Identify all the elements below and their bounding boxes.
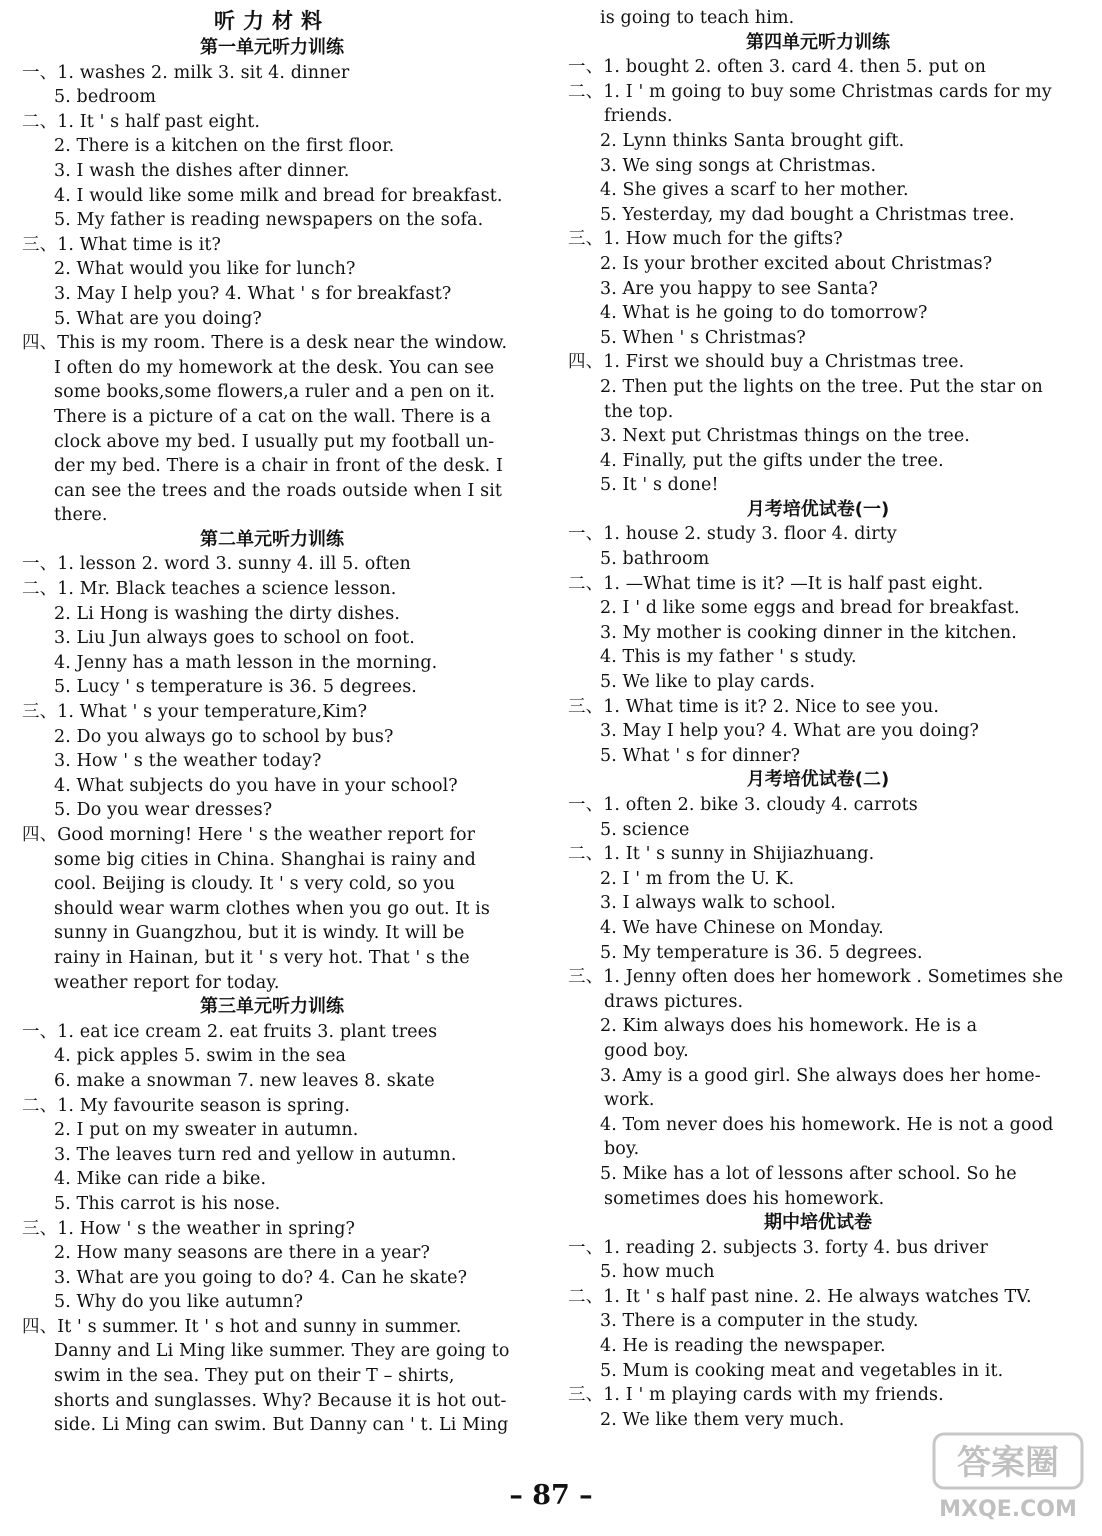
answer-line: 3. Amy is a good girl. She always does her home-	[600, 1065, 1041, 1086]
section-heading: 月考培优试卷(一)	[746, 498, 890, 520]
answer-line: 2. There is a kitchen on the first floor.	[54, 136, 395, 157]
answer-line: 5. how much	[600, 1262, 715, 1283]
passage-line	[22, 971, 522, 996]
answer-line: 5. We like to play cards.	[600, 672, 816, 693]
answer-line: 2. Kim always does his homework. He is a	[600, 1016, 978, 1037]
answer-line: 2. Do you always go to school by bus?	[54, 726, 394, 747]
answer-line: 5. Mike has a lot of lessons after school. So he	[600, 1163, 1017, 1184]
answer-line: 3. My mother is cooking dinner in the kitchen.	[600, 622, 1017, 643]
answer-line: the top.	[604, 401, 674, 422]
question-number: 三、	[568, 229, 604, 250]
answer-line: 2. Li Hong is washing the dirty dishes.	[54, 603, 401, 624]
answer-line	[22, 110, 522, 135]
answer-line	[568, 1383, 1068, 1408]
answer-line: 2. How many seasons are there in a year?	[54, 1243, 430, 1264]
answer-line: 2. I ' m from the U. K.	[600, 868, 795, 889]
page-title: 听力材料	[214, 9, 330, 33]
watermark-cn-text: 答案圈	[957, 1443, 1059, 1483]
answer-line: 3. I wash the dishes after dinner.	[54, 160, 350, 181]
answer-line: 3. May I help you? 4. What are you doing?	[600, 721, 979, 742]
answer-text: 1. What time is it?	[57, 234, 221, 255]
section-heading: 第二单元听力训练	[200, 528, 344, 550]
passage-line	[22, 848, 522, 873]
answer-text: 1. often 2. bike 3. cloudy 4. carrots	[603, 795, 918, 815]
question-number: 一、	[22, 62, 58, 83]
answer-text: 1. Jenny often does her homework . Sometimes she	[603, 967, 1064, 988]
passage-text: some books,some flowers,a ruler and a pen on it.	[54, 382, 496, 403]
answer-text: 1. My favourite season is spring.	[57, 1095, 351, 1116]
watermark-graphic	[928, 1426, 1088, 1526]
answer-line	[22, 61, 522, 86]
answer-line: 5. bedroom	[54, 87, 157, 108]
answer-line	[22, 1094, 522, 1119]
answer-line: 3. There is a computer in the study.	[600, 1311, 919, 1332]
answer-line: 3. How ' s the weather today?	[54, 751, 322, 772]
answer-text: 1. washes 2. milk 3. sit 4. dinner	[57, 62, 350, 83]
section-heading: 第四单元听力训练	[746, 31, 890, 53]
answer-line: 5. When ' s Christmas?	[600, 327, 806, 348]
answer-line: 4. She gives a scarf to her mother.	[600, 180, 909, 201]
answer-line: 4. Mike can ride a bike.	[54, 1169, 267, 1190]
passage-text: can see the trees and the roads outside when I sit	[54, 480, 503, 501]
answer-line: 4. What subjects do you have in your school?	[54, 775, 458, 796]
passage-line	[22, 405, 522, 430]
passage-text: rainy in Hainan, but it ' s very hot. That ' s the	[54, 947, 470, 968]
answer-line	[22, 552, 522, 577]
answer-line: 2. Lynn thinks Santa brought gift.	[600, 130, 905, 151]
question-number: 四、	[568, 352, 604, 373]
question-number: 四、	[22, 1316, 58, 1337]
answer-text: 1. It ' s sunny in Shijiazhuang.	[603, 844, 875, 865]
answer-line	[568, 793, 1068, 818]
passage-text: Good morning! Here ' s the weather report for	[57, 825, 476, 845]
section-heading: 第一单元听力训练	[200, 37, 344, 58]
answer-line	[568, 80, 1068, 105]
passage-line	[22, 503, 522, 528]
answer-text: 1. house 2. study 3. floor 4. dirty	[603, 524, 897, 545]
answer-text: 1. Mr. Black teaches a science lesson.	[57, 579, 397, 600]
answer-line	[568, 227, 1068, 252]
answer-text: 1. eat ice cream 2. eat fruits 3. plant trees	[57, 1021, 438, 1042]
answer-line: 5. My father is reading newspapers on the sofa.	[54, 210, 484, 231]
question-number: 三、	[568, 1385, 604, 1406]
question-number: 三、	[568, 696, 604, 717]
answer-line: draws pictures.	[604, 991, 744, 1012]
answer-line: 5. Do you wear dresses?	[54, 800, 273, 821]
answer-line: 5. It ' s done!	[600, 475, 719, 496]
section-heading: 第三单元听力训练	[200, 996, 344, 1018]
answer-line	[22, 1020, 522, 1045]
answer-line: 3. Next put Christmas things on the tree.	[600, 426, 970, 447]
passage-text: shorts and sunglasses. Why? Because it is hot out-	[54, 1390, 507, 1411]
passage-text: This is my room. There is a desk near the window.	[57, 333, 508, 354]
question-number: 二、	[568, 1286, 604, 1307]
answer-line	[22, 700, 522, 725]
answer-line: 5. What are you doing?	[54, 308, 262, 329]
answer-line	[22, 577, 522, 602]
answer-line: 5. What ' s for dinner?	[600, 745, 801, 766]
left-column	[22, 6, 522, 1438]
question-number: 一、	[568, 524, 604, 545]
answer-text: 1. I ' m playing cards with my friends.	[603, 1385, 944, 1406]
answer-line: good boy.	[604, 1040, 689, 1061]
answer-line	[568, 965, 1068, 990]
answer-line: 4. This is my father ' s study.	[600, 647, 857, 668]
answer-line: 5. This carrot is his nose.	[54, 1193, 281, 1214]
question-number: 一、	[568, 795, 604, 815]
passage-line	[22, 380, 522, 405]
question-number: 一、	[22, 554, 58, 575]
answer-line: 4. Finally, put the gifts under the tree.	[600, 450, 944, 471]
passage-text: clock above my bed. I usually put my football un-	[54, 431, 495, 452]
question-number: 二、	[568, 844, 604, 865]
answer-line: 6. make a snowman 7. new leaves 8. skate	[54, 1070, 435, 1091]
answer-line	[568, 522, 1068, 547]
answer-text: 1. How much for the gifts?	[603, 229, 843, 250]
answer-line: 2. We like them very much.	[600, 1409, 845, 1430]
question-number: 四、	[22, 333, 58, 354]
answer-line: 3. Are you happy to see Santa?	[600, 278, 878, 299]
answer-line	[22, 1217, 522, 1242]
passage-text: some big cities in China. Shanghai is rainy and	[54, 849, 476, 870]
passage-line	[22, 1364, 522, 1389]
answer-line: boy.	[604, 1139, 640, 1160]
question-number: 三、	[568, 967, 604, 988]
answer-text: 1. What ' s your temperature,Kim?	[57, 702, 368, 723]
answer-line: 4. I would like some milk and bread for breakfast.	[54, 185, 503, 206]
passage-text: There is a picture of a cat on the wall. There is a	[54, 406, 491, 427]
question-number: 三、	[22, 702, 58, 723]
question-number: 三、	[22, 1218, 58, 1239]
answer-line	[568, 1236, 1068, 1261]
answer-line: 4. pick apples 5. swim in the sea	[54, 1046, 347, 1067]
passage-line	[22, 872, 522, 897]
answer-line: 3. Liu Jun always goes to school on foot.	[54, 628, 415, 649]
answer-line	[22, 233, 522, 258]
watermark-url-text: MXQE.COM	[939, 1497, 1077, 1522]
passage-text: cool. Beijing is cloudy. It ' s very cold, so you	[54, 874, 456, 895]
passage-line	[22, 430, 522, 455]
passage-text: der my bed. There is a chair in front of the desk. I	[54, 456, 504, 477]
answer-line: 4. He is reading the newspaper.	[600, 1336, 886, 1357]
passage-text: sunny in Guangzhou, but it is windy. It will be	[54, 923, 465, 944]
answer-line: 4. What is he going to do tomorrow?	[600, 303, 928, 324]
passage-line	[22, 1339, 522, 1364]
answer-line	[568, 350, 1068, 375]
passage-text: side. Li Ming can swim. But Danny can ' t. Li Ming	[54, 1415, 509, 1436]
answer-line: is going to teach him.	[600, 8, 795, 28]
question-number: 二、	[568, 81, 604, 102]
passage-line	[22, 1315, 522, 1340]
passage-line	[22, 921, 522, 946]
passage-line	[22, 356, 522, 381]
passage-text: weather report for today.	[54, 972, 280, 993]
watermark-logo	[928, 1426, 1088, 1526]
answer-line: 2. I put on my sweater in autumn.	[54, 1120, 359, 1141]
question-number: 二、	[22, 111, 58, 132]
answer-line: 5. Lucy ' s temperature is 36. 5 degrees.	[54, 677, 417, 698]
passage-text: It ' s summer. It ' s hot and sunny in summer.	[57, 1316, 462, 1337]
passage-line	[22, 946, 522, 971]
passage-line	[22, 479, 522, 504]
answer-line: 2. What would you like for lunch?	[54, 259, 356, 280]
answer-line	[568, 1285, 1068, 1310]
answer-line: 5. science	[600, 819, 690, 840]
answer-line: 5. Mum is cooking meat and vegetables in it.	[600, 1360, 1004, 1381]
answer-line	[568, 695, 1068, 720]
question-number: 二、	[568, 573, 604, 594]
answer-line: 5. Yesterday, my dad bought a Christmas tree.	[600, 204, 1015, 225]
answer-text: 1. First we should buy a Christmas tree.	[603, 352, 965, 373]
answer-line	[568, 55, 1068, 80]
answer-line: 3. What are you going to do? 4. Can he skate?	[54, 1267, 468, 1288]
passage-line	[22, 454, 522, 479]
answer-text: 1. What time is it? 2. Nice to see you.	[603, 696, 940, 717]
answer-line	[568, 842, 1068, 867]
question-number: 四、	[22, 825, 58, 845]
answer-text: 1. It ' s half past nine. 2. He always watches TV.	[603, 1286, 1032, 1307]
answer-line: work.	[604, 1090, 655, 1111]
passage-text: I often do my homework at the desk. You can see	[54, 357, 495, 378]
passage-line	[22, 823, 522, 848]
answer-line: 4. We have Chinese on Monday.	[600, 917, 884, 938]
page-number: – 87 –	[509, 1480, 593, 1511]
passage-line	[22, 331, 522, 356]
answer-line: 2. Then put the lights on the tree. Put the star on	[600, 376, 1043, 397]
answer-text: 1. lesson 2. word 3. sunny 4. ill 5. often	[57, 554, 411, 575]
answer-line: 2. Is your brother excited about Christmas?	[600, 253, 993, 274]
right-column	[568, 6, 1068, 1432]
answer-line: 5. bathroom	[600, 549, 710, 570]
answer-text: 1. It ' s half past eight.	[57, 111, 261, 132]
answer-line: sometimes does his homework.	[604, 1188, 885, 1209]
answer-line	[568, 572, 1068, 597]
answer-line: 3. May I help you? 4. What ' s for breakfast?	[54, 283, 452, 304]
passage-text: should wear warm clothes when you go out. It is	[54, 898, 490, 919]
answer-line: 4. Jenny has a math lesson in the morning.	[54, 652, 438, 673]
answer-text: 1. How ' s the weather in spring?	[57, 1218, 356, 1239]
question-number: 二、	[22, 579, 58, 600]
answer-text: 1. bought 2. often 3. card 4. then 5. put on	[603, 57, 986, 78]
answer-line: 5. Why do you like autumn?	[54, 1292, 304, 1313]
passage-line	[22, 1413, 522, 1438]
question-number: 一、	[22, 1021, 58, 1042]
question-number: 一、	[568, 1237, 604, 1258]
answer-line: friends.	[604, 106, 673, 127]
answer-line: 3. The leaves turn red and yellow in autumn.	[54, 1144, 457, 1165]
answer-line: 3. I always walk to school.	[600, 893, 836, 914]
answer-text: 1. —What time is it? —It is half past eight.	[603, 573, 984, 594]
answer-text: 1. I ' m going to buy some Christmas cards for my	[603, 81, 1052, 102]
section-heading: 期中培优试卷	[764, 1212, 872, 1234]
passage-line	[22, 897, 522, 922]
section-heading: 月考培优试卷(二)	[746, 769, 890, 791]
passage-text: Danny and Li Ming like summer. They are going to	[54, 1341, 510, 1362]
answer-line: 4. Tom never does his homework. He is not a good	[600, 1114, 1054, 1135]
answer-line: 3. We sing songs at Christmas.	[600, 155, 877, 176]
question-number: 三、	[22, 234, 58, 255]
passage-text: there.	[54, 505, 108, 526]
answer-text: 1. reading 2. subjects 3. forty 4. bus driver	[603, 1237, 988, 1258]
passage-line	[22, 1389, 522, 1414]
passage-text: swim in the sea. They put on their T – shirts,	[54, 1366, 455, 1387]
answer-line: 2. I ' d like some eggs and bread for breakfast.	[600, 598, 1020, 619]
question-number: 二、	[22, 1095, 58, 1116]
answer-line: 5. My temperature is 36. 5 degrees.	[600, 942, 923, 963]
question-number: 一、	[568, 57, 604, 78]
